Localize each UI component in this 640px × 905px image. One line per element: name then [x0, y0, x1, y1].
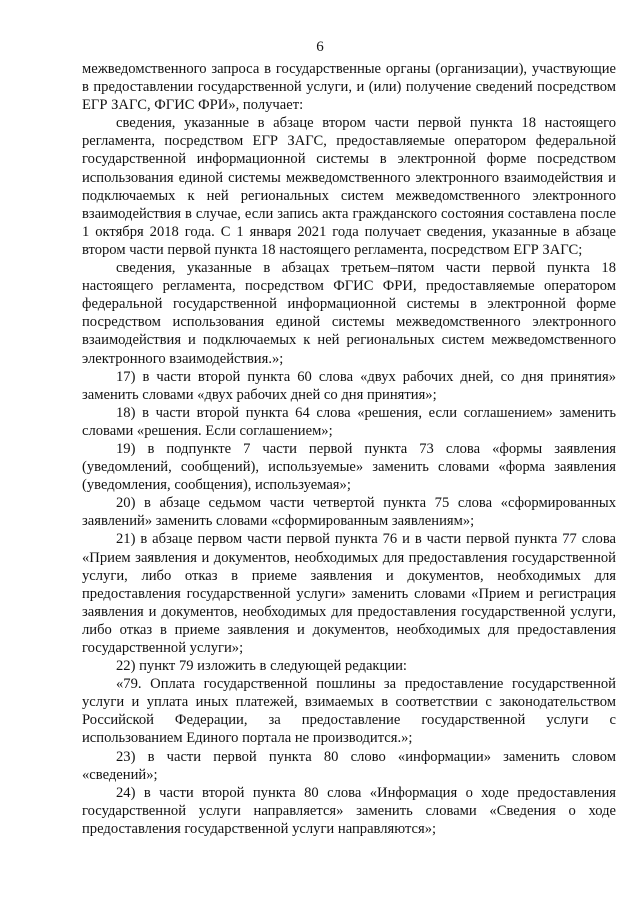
paragraph: «79. Оплата государственной пошлины за предоставление государственной услуги и уплата иных платежей, взимаемых в соответствии с законодательством Российской Федерации, за предоставление государственной услуги с использованием Единого портала не производится.»;	[82, 676, 616, 747]
document-body	[82, 60, 616, 838]
paragraph: 21) в абзаце первом части первой пункта 76 и в части первой пункта 77 слова «Прием заявления и документов, необходимых для предоставления государственной услуги, либо отказ в приеме заявления и документов, необходимых для предоставления государственной услуги» заменить словами «Прием и регистрация заявления и документов, необходимых для предоставления государственной услуги, либо отказ в приеме заявления и документов, необходимых для предоставления государственной услуги»;	[82, 531, 616, 656]
paragraph: сведения, указанные в абзаце втором части первой пункта 18 настоящего регламента, посредством ЕГР ЗАГС, предоставляемые оператором федеральной государственной информационной системы в электронной форме посредством использования единой системы межведомственного электронного взаимодействия и подключаемых к ней региональных систем межведомственного электронного взаимодействия в случае, если запись акта гражданского состояния составлена после 1 октября 2018 года. С 1 января 2021 года получает сведения, указанные в абзаце втором части первой пункта 18 настоящего регламента, посредством ЕГР ЗАГС;	[82, 115, 616, 258]
paragraph: 17) в части второй пункта 60 слова «двух рабочих дней, со дня принятия» заменить словами «двух рабочих дней со дня принятия»;	[82, 368, 616, 403]
paragraph: 20) в абзаце седьмом части четвертой пункта 75 слова «сформированных заявлений» заменить словами «сформированным заявлениям»;	[82, 495, 616, 530]
paragraph: 18) в части второй пункта 64 слова «решения, если соглашением» заменить словами «решения. Если соглашением»;	[82, 404, 616, 439]
paragraph: 22) пункт 79 изложить в следующей редакции:	[116, 658, 407, 675]
paragraph: 19) в подпункте 7 части первой пункта 73 слова «формы заявления (уведомлений, сообщений), используемые» заменить словами «форма заявления (уведомления, сообщения), используемая»;	[82, 440, 616, 494]
paragraph: сведения, указанные в абзацах третьем–пятом части первой пункта 18 настоящего регламента, посредством ФГИС ФРИ, предоставляемые оператором федеральной государственной информационной системы в электронной форме посредством использования единой системы межведомственного электронного взаимодействия и подключаемых к ней региональных систем межведомственного электронного взаимодействия.»;	[82, 260, 616, 367]
paragraph: 24) в части второй пункта 80 слова «Информация о ходе предоставления государственной услуги направляется» заменить словами «Сведения о ходе предоставления государственной услуги направляются»;	[82, 784, 616, 837]
paragraph: 23) в части первой пункта 80 слово «информации» заменить словом «сведений»;	[82, 748, 616, 783]
paragraph: межведомственного запроса в государственные органы (организации), участвующие в предоставлении государственной услуги, и (или) получение сведений посредством ЕГР ЗАГС, ФГИС ФРИ», получает:	[82, 61, 616, 114]
page-number: 6	[316, 39, 324, 55]
